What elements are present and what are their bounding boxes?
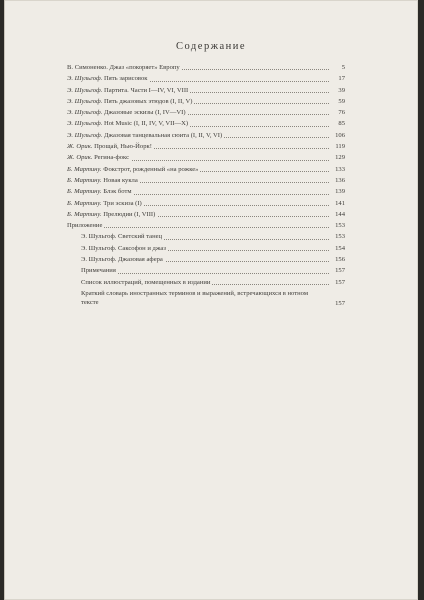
toc-entry	[67, 186, 345, 197]
table-of-contents	[67, 62, 345, 310]
toc-page-number: 144	[329, 209, 345, 220]
toc-author: Э. Шульгоф.	[67, 97, 103, 105]
toc-page-number: 39	[329, 85, 345, 96]
appendix-entry-title: Примечания	[81, 265, 118, 276]
toc-entry	[67, 141, 345, 152]
toc-appendix	[67, 220, 345, 231]
toc-title: Джазовые эскизы (I, IV—VI)	[103, 109, 186, 117]
toc-page-number: 85	[329, 118, 345, 129]
appendix-entry-page: 157	[329, 298, 345, 309]
appendix-entry-title: Э. Шульгоф. Джазовая афера	[81, 254, 165, 265]
toc-entry	[67, 96, 345, 107]
toc-title: Прощай, Нью-Йорк!	[94, 143, 152, 151]
toc-author: Э. Шульгоф.	[67, 86, 103, 94]
toc-entry	[67, 209, 345, 220]
appendix-label: Приложение	[67, 220, 104, 231]
toc-title: Пять зарисовок	[103, 75, 148, 83]
toc-title: Три эскиза (I)	[103, 199, 142, 207]
toc-title: Новая кукла	[103, 176, 138, 184]
leader-dots	[81, 273, 329, 274]
toc-page-number: 106	[329, 130, 345, 141]
toc-entry	[67, 164, 345, 175]
appendix-entry-page: 157	[329, 277, 345, 288]
appendix-items	[67, 231, 345, 309]
toc-title: Блэк ботм	[103, 188, 132, 196]
toc-page-number: 133	[329, 164, 345, 175]
appendix-entry-title: Э. Шульгоф. Светский танец	[81, 231, 164, 242]
toc-page-number: 139	[329, 186, 345, 197]
appendix-entry-title: Список иллюстраций, помещенных в издании	[81, 277, 212, 288]
book-page	[4, 0, 418, 600]
toc-page-number: 129	[329, 152, 345, 163]
appendix-entry	[67, 254, 345, 265]
appendix-entry	[67, 243, 345, 254]
toc-author: Ж. Орик.	[67, 154, 93, 162]
appendix-entry	[67, 265, 345, 276]
toc-author: Э. Шульгоф.	[67, 75, 103, 83]
toc-author: Э. Шульгоф.	[67, 131, 103, 139]
toc-title: Партита. Части I—IV, VI, VIII	[103, 86, 189, 94]
toc-page-number: 119	[329, 141, 345, 152]
toc-entry	[67, 73, 345, 84]
appendix-entry-page: 156	[329, 254, 345, 265]
page-title: Содержание	[175, 41, 247, 52]
toc-page-number: 141	[329, 198, 345, 209]
toc-author: Ж. Орик.	[67, 143, 93, 151]
toc-title: В. Симоненко. Джаз «покоряет» Европу	[67, 64, 180, 71]
appendix-entry-page: 154	[329, 243, 345, 254]
toc-page-number: 5	[329, 62, 345, 73]
toc-entry	[67, 107, 345, 118]
toc-title: Фокстрот, рожденный «на рожке»	[103, 165, 199, 173]
toc-title: Пять джазовых этюдов (I, II, V)	[103, 97, 193, 105]
toc-title: Hot Music (I, II, IV, V, VII—X)	[103, 120, 189, 128]
toc-entry	[67, 85, 345, 96]
appendix-entry-title: Э. Шульгоф. Саксофон и джаз	[81, 243, 168, 254]
toc-author: Б. Мартину.	[67, 165, 102, 173]
toc-page-number: 59	[329, 96, 345, 107]
toc-entries	[67, 62, 345, 220]
appendix-entry-title: Краткий словарь иностранных терминов и выражений, встречающихся в нотном тексте	[81, 289, 323, 307]
leader-dots	[67, 227, 329, 228]
toc-author: Б. Мартину.	[67, 199, 102, 207]
appendix-entry	[67, 231, 345, 242]
toc-title: Прелюдии (I, VIII)	[103, 210, 156, 218]
toc-author: Б. Мартину.	[67, 176, 102, 184]
toc-entry	[67, 130, 345, 141]
toc-page-number: 17	[329, 73, 345, 84]
toc-author: Э. Шульгоф.	[67, 120, 103, 128]
toc-entry	[67, 152, 345, 163]
appendix-entry	[67, 277, 345, 288]
toc-author: Б. Мартину.	[67, 188, 102, 196]
toc-entry	[67, 198, 345, 209]
toc-entry	[67, 175, 345, 186]
toc-author: Э. Шульгоф.	[67, 109, 103, 117]
toc-title: Регина-фокс	[94, 154, 130, 162]
toc-page-number: 136	[329, 175, 345, 186]
toc-entry	[67, 118, 345, 129]
appendix-entry-page: 157	[329, 265, 345, 276]
toc-title: Джазовая танцевальная сюита (I, II, V, VI)	[103, 131, 223, 139]
toc-page-number: 76	[329, 107, 345, 118]
toc-author: Б. Мартину.	[67, 210, 102, 218]
appendix-entry	[67, 288, 345, 310]
appendix-entry-page: 153	[329, 231, 345, 242]
toc-entry	[67, 62, 345, 73]
appendix-page: 153	[329, 220, 345, 231]
